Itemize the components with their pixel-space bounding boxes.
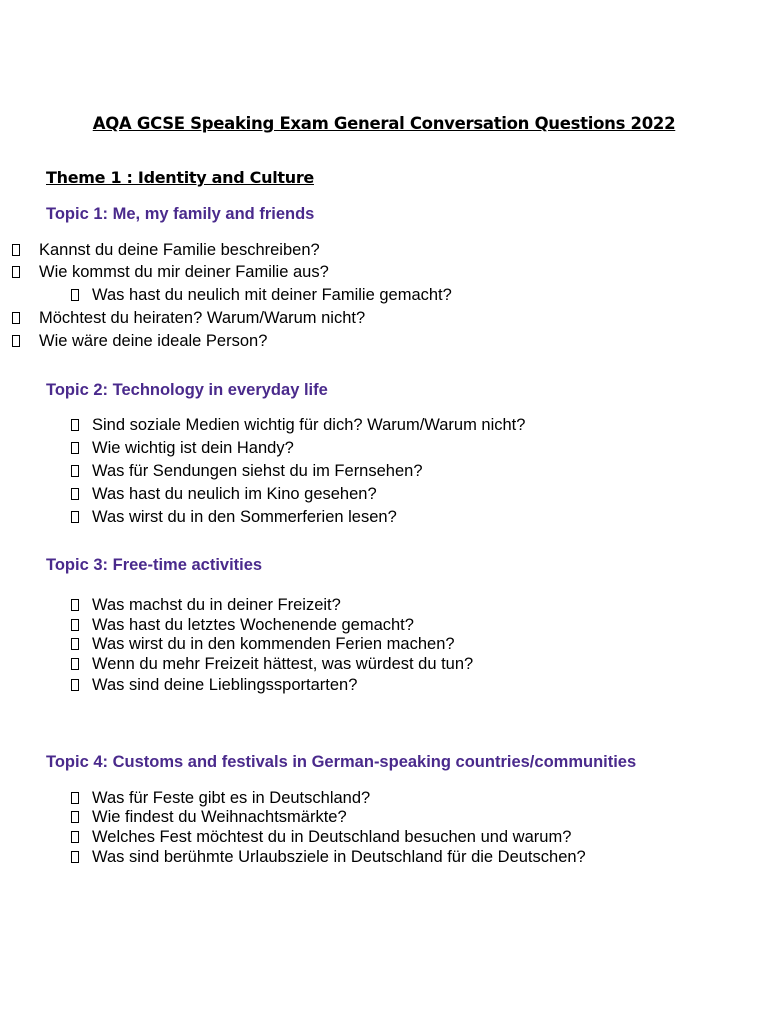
document-title: AQA GCSE Speaking Exam General Conversation Questions 2022 <box>92 114 676 133</box>
question-text: Kannst du deine Familie beschreiben? <box>39 241 320 259</box>
checkbox-icon <box>12 335 20 347</box>
topic-heading-4: Topic 4: Customs and festivals in German-speaking countries/communities <box>46 753 637 771</box>
question-text: Was für Sendungen siehst du im Fernsehen? <box>92 462 423 480</box>
checkbox-icon <box>71 619 79 631</box>
list-item <box>71 615 414 635</box>
checkbox-icon <box>71 289 79 301</box>
checkbox-icon <box>71 811 79 823</box>
list-item <box>71 438 294 458</box>
question-text: Was wirst du in den kommenden Ferien machen? <box>92 635 455 653</box>
list-item <box>71 461 423 481</box>
list-item <box>71 788 371 808</box>
question-text: Was hast du neulich im Kino gesehen? <box>92 485 377 503</box>
checkbox-icon <box>71 792 79 804</box>
question-text: Wie findest du Weihnachtsmärkte? <box>92 808 347 826</box>
topic-heading-2: Topic 2: Technology in everyday life <box>46 381 328 399</box>
checkbox-icon <box>71 638 79 650</box>
question-text: Wie kommst du mir deiner Familie aus? <box>39 263 329 281</box>
checkbox-icon <box>71 851 79 863</box>
list-item <box>12 331 268 351</box>
list-item <box>12 240 320 260</box>
checkbox-icon <box>12 266 20 278</box>
checkbox-icon <box>71 465 79 477</box>
topic-heading-1: Topic 1: Me, my family and friends <box>46 205 315 223</box>
topic-heading-3: Topic 3: Free-time activities <box>46 556 263 574</box>
checkbox-icon <box>12 312 20 324</box>
list-item <box>71 827 572 847</box>
checkbox-icon <box>71 658 79 670</box>
checkbox-icon <box>71 488 79 500</box>
list-item <box>71 847 586 867</box>
question-text: Wie wichtig ist dein Handy? <box>92 439 294 457</box>
list-item <box>71 415 526 435</box>
question-text: Was hast du letztes Wochenende gemacht? <box>92 616 414 634</box>
checkbox-icon <box>71 419 79 431</box>
theme-heading: Theme 1 : Identity and Culture <box>46 168 314 187</box>
list-item <box>12 262 329 282</box>
question-text: Was sind berühmte Urlaubsziele in Deutschland für die Deutschen? <box>92 848 586 866</box>
question-text: Was für Feste gibt es in Deutschland? <box>92 789 371 807</box>
checkbox-icon <box>71 599 79 611</box>
checkbox-icon <box>71 831 79 843</box>
question-text: Was hast du neulich mit deiner Familie gemacht? <box>92 286 452 304</box>
checkbox-icon <box>71 511 79 523</box>
question-text: Was sind deine Lieblingssportarten? <box>92 676 358 694</box>
checkbox-icon <box>71 679 79 691</box>
checkbox-icon <box>12 244 20 256</box>
list-item <box>71 634 455 654</box>
question-text: Wenn du mehr Freizeit hättest, was würdest du tun? <box>92 655 474 673</box>
list-item <box>71 484 377 504</box>
list-item <box>12 308 366 328</box>
list-item <box>71 675 358 695</box>
question-text: Sind soziale Medien wichtig für dich? Warum/Warum nicht? <box>92 416 526 434</box>
question-text: Was machst du in deiner Freizeit? <box>92 596 341 614</box>
list-item <box>71 507 397 527</box>
question-text: Möchtest du heiraten? Warum/Warum nicht? <box>39 309 366 327</box>
list-item <box>71 807 347 827</box>
question-text: Wie wäre deine ideale Person? <box>39 332 268 350</box>
question-text: Welches Fest möchtest du in Deutschland besuchen und warum? <box>92 828 572 846</box>
list-item <box>71 654 474 674</box>
list-item <box>71 285 452 305</box>
question-text: Was wirst du in den Sommerferien lesen? <box>92 508 397 526</box>
checkbox-icon <box>71 442 79 454</box>
list-item <box>71 595 341 615</box>
